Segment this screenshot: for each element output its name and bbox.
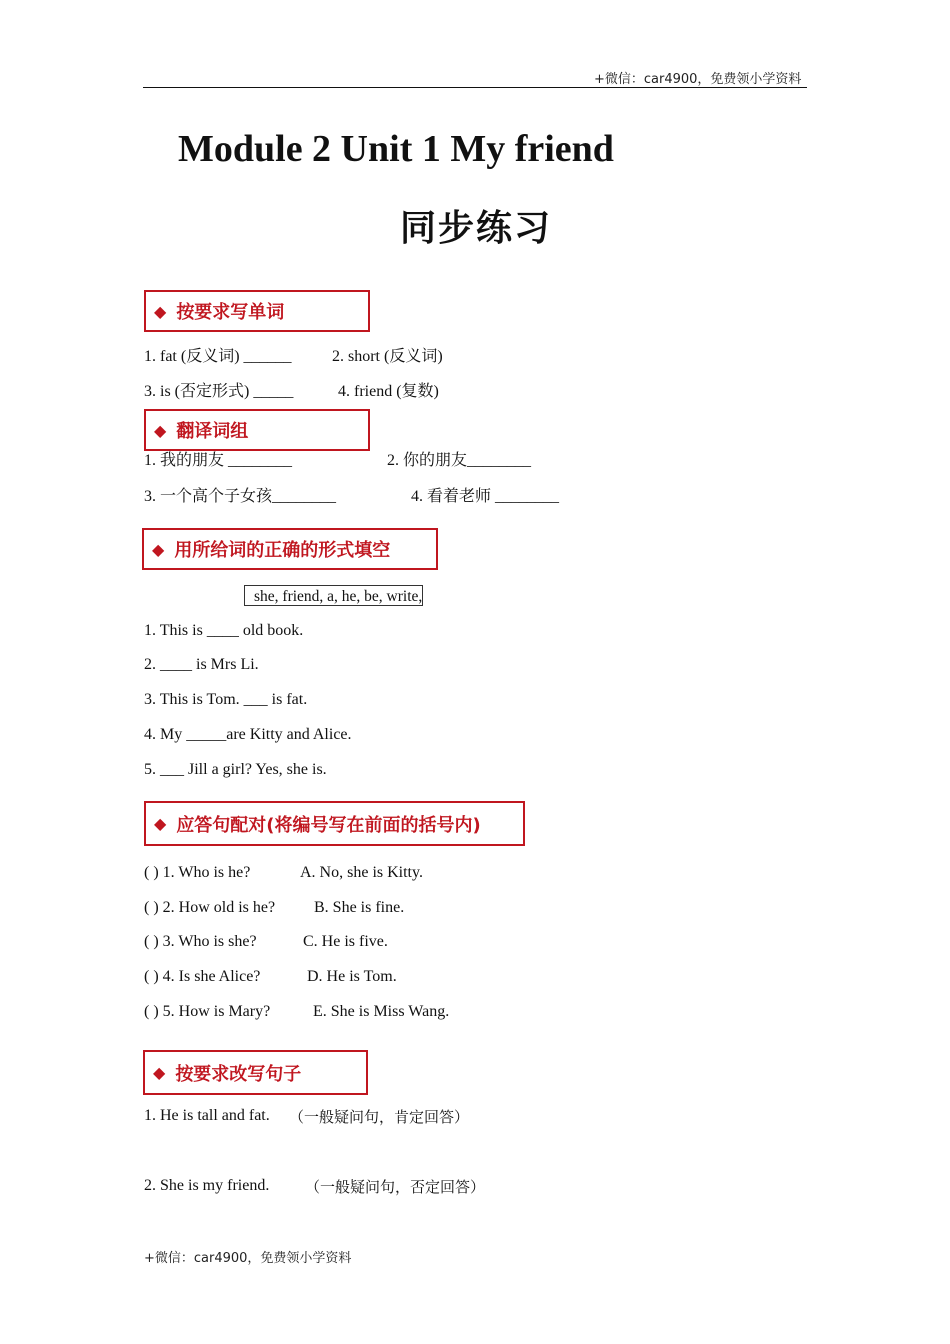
diamond-icon: ◆: [152, 539, 165, 559]
diamond-icon: ◆: [154, 814, 167, 833]
section-label: 按要求改写句子: [175, 1063, 302, 1085]
page-subtitle: 同步练习: [400, 208, 553, 249]
s2-item-4: 4. 看着老师 ________: [411, 488, 560, 505]
s3-item-3: 3. This is Tom. ___ is fat.: [144, 691, 308, 708]
section-header-fill-blanks: [142, 528, 438, 570]
s5-note-2: （一般疑问句，否定回答）: [305, 1178, 486, 1196]
s4-question-4: ( ) 4. Is she Alice?: [144, 968, 261, 985]
s1-item-3: 3. is (否定形式) _____: [144, 383, 294, 400]
section-header-translate: [144, 409, 370, 451]
diamond-icon: ◆: [153, 1063, 166, 1082]
header-rule: [143, 87, 807, 88]
page-title: Module 2 Unit 1 My friend: [178, 128, 614, 170]
section-header-rewrite: [143, 1050, 368, 1095]
s4-answer-a: A. No, she is Kitty.: [300, 864, 423, 881]
section-header-write-words: [144, 290, 370, 332]
s1-item-2: 2. short (反义词): [332, 348, 443, 365]
section-label: 用所给词的正确的形式填空: [174, 540, 391, 561]
footer-note: +微信：car4900，免费领小学资料: [144, 1251, 352, 1266]
s3-item-5: 5. ___ Jill a girl? Yes, she is.: [144, 761, 327, 778]
section-label: 翻译词组: [176, 421, 249, 442]
s5-note-1: （一般疑问句，肯定回答）: [289, 1108, 470, 1126]
s4-answer-e: E. She is Miss Wang.: [313, 1003, 450, 1020]
s2-item-2: 2. 你的朋友________: [387, 452, 532, 469]
s4-question-2: ( ) 2. How old is he?: [144, 899, 276, 916]
s4-answer-c: C. He is five.: [303, 933, 388, 950]
s4-question-1: ( ) 1. Who is he?: [144, 864, 251, 881]
s2-item-3: 3. 一个高个子女孩________: [144, 488, 337, 505]
s4-question-3: ( ) 3. Who is she?: [144, 933, 257, 950]
section-header-match-answers: [144, 801, 525, 846]
s4-question-5: ( ) 5. How is Mary?: [144, 1003, 271, 1020]
section-label: 按要求写单词: [176, 302, 285, 323]
word-bank: she, friend, a, he, be, write,: [244, 585, 423, 606]
s3-item-1: 1. This is ____ old book.: [144, 622, 304, 639]
s3-item-4: 4. My _____are Kitty and Alice.: [144, 726, 352, 743]
s1-item-4: 4. friend (复数): [338, 383, 439, 400]
diamond-icon: ◆: [154, 420, 167, 440]
s2-item-1: 1. 我的朋友 ________: [144, 452, 293, 469]
s5-item-1: 1. He is tall and fat.: [144, 1107, 270, 1124]
s3-item-2: 2. ____ is Mrs Li.: [144, 656, 259, 673]
s4-answer-b: B. She is fine.: [314, 899, 405, 916]
section-label: 应答句配对(将编号写在前面的括号内): [176, 814, 481, 836]
diamond-icon: ◆: [154, 301, 167, 321]
s5-item-2: 2. She is my friend.: [144, 1177, 270, 1194]
s1-item-1: 1. fat (反义词) ______: [144, 348, 292, 365]
header-note: +微信：car4900，免费领小学资料: [594, 72, 802, 87]
s4-answer-d: D. He is Tom.: [307, 968, 397, 985]
